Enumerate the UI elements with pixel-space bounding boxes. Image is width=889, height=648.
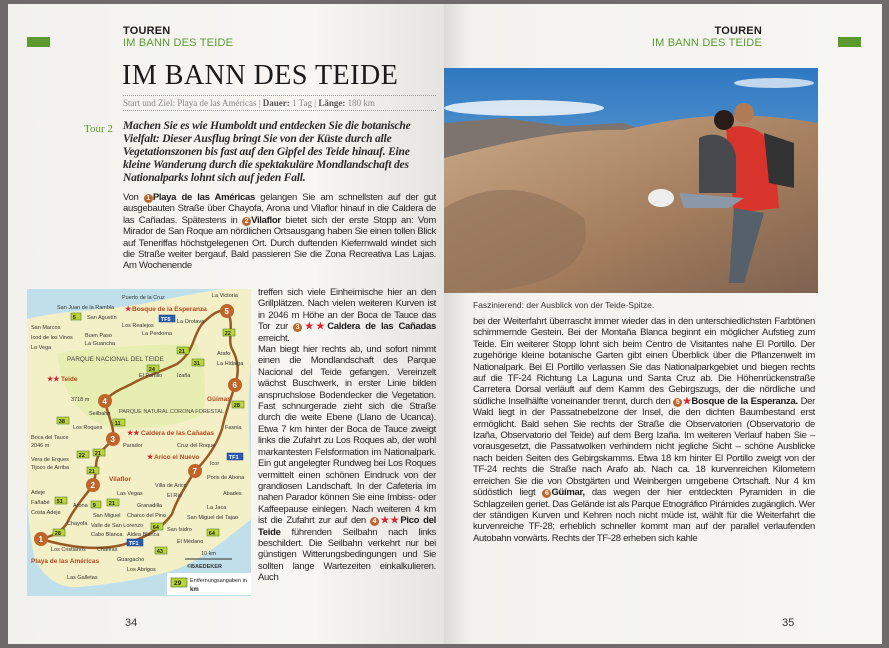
teide-summit-photo: [444, 68, 818, 293]
running-header-section: TOUREN: [123, 25, 171, 37]
length-value: 180 km: [347, 98, 375, 108]
map-place-label: Buen Paso: [85, 333, 112, 339]
map-place-label: Valle de San Lorenzo: [91, 523, 144, 529]
map-place-label: Fañabé: [31, 500, 50, 506]
map-stop-label: Arico el Nuevo: [154, 454, 200, 461]
map-place-label: La Victoria: [212, 293, 238, 299]
map-road-badge-label: 11: [114, 420, 121, 427]
highlighted-place-name: Pico del Teide: [258, 515, 436, 538]
map-stop-label: Vilaflor: [109, 476, 131, 483]
map-place-label: Arona: [73, 503, 88, 509]
tour-info-line: Start und Ziel: Playa de las Américas | Dauer: 1 Tag | Länge: 180 km: [123, 95, 436, 111]
map-place-label: San Miguel: [93, 513, 121, 519]
map-road-badge-label: 28: [233, 402, 240, 409]
map-place-label: El Río: [167, 493, 182, 499]
map-place-label: La Vega: [31, 345, 52, 351]
text-run: gelangen Sie am schnellsten auf der gut ausgebauten Straße über Chayofa, Arona und Vilaflor hinauf in die Caldera de las Cañadas. Spätestens in: [123, 192, 436, 226]
map-stop-number: 2: [90, 481, 95, 490]
map-place-label: Icod de los Vinos: [31, 335, 73, 341]
stop-number-marker: 5: [673, 398, 682, 407]
map-place-label: San Agustín: [87, 315, 117, 321]
running-header-subsection: IM BANN DES TEIDE: [651, 37, 762, 49]
stop-number-marker: 1: [144, 194, 153, 203]
highlighted-place-name: Güímar,: [551, 487, 585, 499]
map-stop-label: Teide: [61, 376, 78, 383]
map-place-label: Arafo: [217, 351, 231, 357]
map-place-label: Los Abrigos: [127, 567, 156, 573]
map-place-label: Aldea Blanca: [127, 532, 160, 538]
stop-number-marker: 3: [293, 323, 302, 332]
map-place-label: 2046 m: [31, 443, 50, 449]
map-road-badge-label: 28: [54, 530, 61, 537]
map-legend-badge-text: 29: [174, 580, 182, 587]
text-run: erreicht.: [258, 332, 290, 344]
map-place-label: Vera de Erques: [31, 457, 69, 463]
map-place-label: Cruz del Roque: [177, 443, 216, 449]
map-road-badge-label: 38: [58, 418, 65, 425]
map-place-label: San Isidro: [167, 527, 192, 533]
map-star-rating-icon: ★: [147, 454, 154, 461]
map-place-label: Poris de Abona: [207, 475, 245, 481]
route-map: [27, 289, 251, 596]
map-place-label: Abades: [223, 491, 242, 497]
map-stop-label: Caldera de las Cañadas: [141, 430, 214, 437]
text-run: treffen sich viele Einheimische hier an den Grillplätzen. Nach vielen weiteren Kurven ist in 2046 m Höhe an der Boca de Tauce das Tor zur: [258, 287, 436, 333]
star-rating-icon: ★: [682, 395, 692, 407]
map-road-badge-label: 24: [148, 366, 155, 373]
map-road-badge-label: 21: [88, 468, 95, 475]
star-rating-icon: ★★: [302, 321, 328, 333]
map-place-label: Boca del Tauce: [31, 435, 69, 441]
start-label: Start und Ziel:: [123, 98, 175, 108]
map-place-label: Cabo Blanca: [91, 532, 123, 538]
map-stop-label: Playa de las Américas: [31, 558, 100, 565]
map-road-badge-label: 9: [92, 502, 96, 509]
page-title: IM BANN DES TEIDE: [122, 60, 399, 91]
map-road-badge-label: 43: [156, 548, 163, 555]
map-place-label: Parador: [123, 443, 143, 449]
map-road-badge-label: 64: [208, 530, 215, 537]
star-rating-icon: ★★: [378, 515, 401, 527]
map-place-label: San Miguel del Tajao: [187, 515, 238, 521]
map-place-label: Fasnia: [225, 425, 242, 431]
map-road-badge-label: 5: [72, 314, 76, 321]
map-road-badge-label: TF1: [128, 540, 139, 547]
map-stop-number: 7: [192, 467, 197, 476]
start-value: Playa de las Américas: [177, 98, 257, 108]
text-run: Man biegt hier rechts ab, und sofort nimmt einen die Mondlandschaft des Parque Nacional del Teide gefangen. Vereinzelt wächst Buschwerk, in erster Linie bilden anspruchslose Bodendecker die Vegetation. Fast schnurgerade zieht sich die Straße durch die weite Ebene (Llano de Ucanca). Etwa 7 km hinter der Boca de Tauce zweigt links die Zufahrt zu Los Roques ab, der wohl markantesten Felsformation im Nationalpark. Ein gut angelegter Rundweg bei Los Roques vermittelt einen schönen Eindruck von der grandiosen Landschaft. In der Cafeteria im nahen Parador können Sie eine Imbiss- oder Kaffeepause einlegen. Nach weiteren 4 km ist die Zufahrt zur auf den: [258, 344, 436, 527]
text-run: bietet sich der erste Stopp an: Vom Mirador de San Roque am nördlichen Ortsausgang haben Sie einen tollen Blick auf Teneriffas höchstgelegenen Ort. Durch duftenden Kiefernwald windet sich die Straße weiter bergauf. Bald passieren Sie die Zona Recreativa Las Lajas. Am Wochenende: [123, 214, 436, 272]
page-number: 35: [782, 617, 795, 629]
highlighted-place-name: Bosque de la Esperanza.: [691, 395, 798, 407]
map-place-label: Charco del Pino: [127, 513, 167, 519]
highlighted-place-name: Vilaflor: [251, 214, 281, 226]
duration-value: 1 Tag: [292, 98, 312, 108]
map-place-label: Villa de Arico: [155, 483, 187, 489]
map-place-label: Icor: [210, 461, 220, 467]
text-run: Der Wald liegt in der Passatnebelzone der Insel, die den dichten Baumbestand erst ermöglicht. Bald sehen Sie rechts der Straße die Observatorien (Observatorio de Izaña, Observatorio del Teide) auf dem Berg Izaña. Im weiteren Verlauf haben Sie – vorausgesetzt, die Passatwolken verhindern nicht jegliche Sicht – schöne Ausblicke nach beiden Seiten des Gebirgskamms. Etwa 18 km hinter El Portillo zweigt von der TF-24 rechts die Straße nach Arafo ab. Nach ca. 18 kurvenreichen Kilometern erreichen Sie die von Obstgärten und Weinbergen umgebene Ortschaft. Nur 4 km südöstlich liegt: [473, 395, 815, 499]
stop-number-marker: 2: [242, 217, 251, 226]
map-stop-number: 5: [224, 307, 229, 316]
map-stop-number: 1: [38, 535, 43, 544]
map-region-label: PARQUE NATURAL CORONA FORESTAL: [119, 409, 224, 415]
section-marker-bar: [27, 37, 50, 47]
running-header-section: TOUREN: [714, 25, 762, 37]
map-stop-number: 3: [110, 435, 115, 444]
running-header-subsection: IM BANN DES TEIDE: [123, 37, 234, 49]
map-place-label: 3718 m: [71, 397, 90, 403]
map-place-label: Las Galletas: [67, 575, 98, 581]
intro-text: Machen Sie es wie Humboldt und entdecken Sie die botanische Vielfalt: Dieser Ausflug bringt Sie von der Küste durch alle Vegetationszonen bis fast auf den Gipfel des Teide hinauf. Eine kleine Wanderung durch die spektakuläre Mondlandschaft des Nationalparks lohnt sich auf jeden Fall.: [123, 120, 411, 184]
map-place-label: Chayofa: [67, 521, 88, 527]
map-scale-label: 10 km: [201, 551, 216, 557]
map-stop-label: Bosque de la Esperanza: [132, 306, 207, 313]
stop-number-marker: 6: [542, 489, 551, 498]
map-stop-number: 6: [232, 381, 237, 390]
map-road-badge-label: 21: [94, 450, 101, 457]
map-place-label: Seilbahn: [89, 411, 111, 417]
text-run: Von: [123, 192, 144, 203]
text-run: führenden Seilbahn nach links beschildert. Die Seilbahn verkehrt nur bei günstigen Witterungsbedingungen und Sie sollten lange Wartezeiten einkalkulieren. Auch: [258, 526, 436, 584]
map-star-rating-icon: ★★: [127, 430, 140, 437]
body-text-right: [473, 316, 815, 544]
map-legend-unit: km: [190, 587, 199, 593]
map-road-badge-label: 64: [152, 524, 159, 531]
map-star-rating-icon: ★★: [47, 376, 60, 383]
map-road-badge-label: 21: [178, 348, 185, 355]
map-road-badge-label: TF1: [228, 454, 239, 461]
map-place-label: Chafiras: [97, 547, 118, 553]
map-road-badge-label: 22: [78, 452, 85, 459]
map-star-rating-icon: ★: [125, 306, 132, 313]
photo-caption: Faszinierend: der Ausblick von der Teide-Spitze.: [473, 300, 655, 310]
photo-cloud: [444, 100, 604, 116]
map-stop-number: 4: [102, 397, 107, 406]
map-place-label: La Jaca: [207, 505, 227, 511]
map-place-label: Costa Adeje: [31, 510, 61, 516]
map-place-label: La Hidalga: [217, 361, 244, 367]
map-place-label: El Portillo: [139, 373, 163, 379]
map-place-label: La Orotava: [177, 319, 205, 325]
section-marker-bar: [838, 37, 861, 47]
length-label: Länge:: [318, 98, 346, 108]
map-place-label: San Juan de la Rambla: [57, 305, 115, 311]
map-place-label: Tijoco de Arriba: [31, 465, 70, 471]
photo-cloud: [734, 78, 814, 88]
map-place-label: Adeje: [31, 490, 46, 496]
map-road-badge-label: 21: [108, 500, 115, 507]
text-run: das wegen der hier entdeckten Pyramiden in die Schlagzeilen geriet. Das Gelände ist als Parque Etnográfico Pirámides zugänglich. Wer der ständigen Kurven und Kehren noch nicht müde ist, wählt für die Weiterfahrt die kurvenreiche TF-28; erheblich schneller kommt man auf der parallel verlaufenden Autobahn vorwärts. Rechts der TF-28 erheben sich kahle: [473, 487, 815, 544]
map-place-label: Puerto de la Cruz: [122, 295, 165, 301]
highlighted-place-name: Playa de las Américas: [152, 192, 255, 203]
map-place-label: Las Vegas: [117, 491, 143, 497]
map-place-label: La Perdoma: [142, 331, 172, 337]
map-road-badge-label: 22: [224, 330, 231, 337]
map-place-label: San Marcos: [31, 325, 61, 331]
map-road-badge-label: TF5: [160, 316, 171, 323]
page-number: 34: [125, 617, 138, 629]
map-road-badge-label: 51: [56, 498, 63, 505]
body-text-column: [258, 287, 436, 584]
duration-label: Dauer:: [262, 98, 290, 108]
highlighted-place-name: Caldera de las Cañadas: [327, 321, 436, 333]
map-place-label: Los Realejos: [122, 323, 154, 329]
map-place-label: La Guancha: [85, 341, 115, 347]
right-page: [444, 4, 882, 644]
tour-number-label: Tour 2: [84, 123, 113, 135]
map-stop-label: Güímar: [207, 396, 230, 403]
map-place-label: El Médano: [177, 539, 204, 545]
map-place-label: Los Roques: [73, 425, 103, 431]
text-run: bei der Weiterfahrt überrascht immer wieder das in den unterschiedlichsten Farbtönen schimmernde Gestein. Bei der Montaña Blanca beginnt ein möglicher Aufstieg zum Teide. Ein weiterer Stopp lohnt sich beim Centro de Visitantes nahe El Portillo. Der zugehörige kleine botanische Garten gibt einen Überblick über die Pflanzenwelt im Nationalpark. Bei El Portillo verlassen Sie das Nationalparkgebiet und biegen rechts auf die TF-24 Richtung La Laguna und Santa Cruz ab. Die Höhenrückenstraße Carretera Dorsal verläuft auf dem Kamm des Gebirgszugs, der die nördliche und südliche Inselhälfte voneinander trennt, durch den: [473, 316, 815, 407]
map-legend-text: Entfernungsangaben in: [190, 578, 247, 584]
map-place-label: Granadilla: [137, 503, 163, 509]
map-place-label: Los Cristianos: [51, 547, 86, 553]
body-text-top: [123, 192, 436, 272]
map-road-badge-label: 31: [193, 360, 200, 367]
left-page: [8, 4, 444, 644]
stop-number-marker: 4: [370, 517, 379, 526]
map-region-label: PARQUE NACIONAL DEL TEIDE: [67, 356, 164, 363]
map-place-label: Guargacho: [117, 557, 145, 563]
map-place-label: Izaña: [177, 373, 191, 379]
map-publisher-logo: ©BAEDEKER: [187, 564, 222, 570]
